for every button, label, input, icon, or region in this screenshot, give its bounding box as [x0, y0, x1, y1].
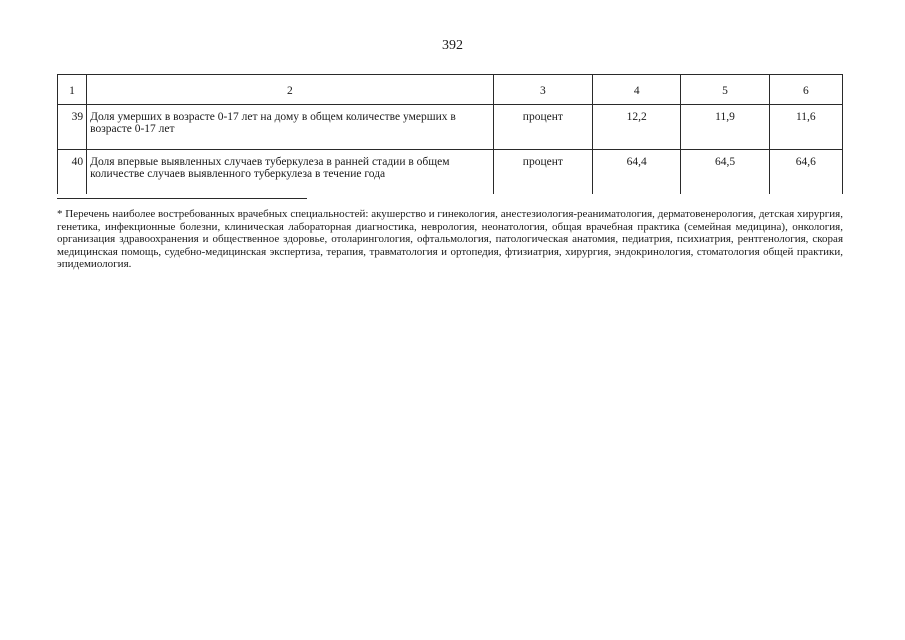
- table-header-row: [58, 75, 843, 105]
- indicators-table: [57, 74, 843, 194]
- table-row: [58, 105, 843, 150]
- value-cell-5: 64,5: [681, 150, 769, 195]
- value-cell-4: 64,4: [593, 150, 681, 195]
- value-cell-5: 11,9: [681, 105, 769, 150]
- header-cell-6: 6: [769, 75, 842, 105]
- header-cell-1: 1: [58, 75, 87, 105]
- value-cell-6: 64,6: [769, 150, 842, 195]
- value-cell-6: 11,6: [769, 105, 842, 150]
- header-cell-2: 2: [87, 75, 494, 105]
- footnote-divider: [57, 198, 307, 199]
- header-cell-4: 4: [593, 75, 681, 105]
- indicator-name: Доля умерших в возрасте 0-17 лет на дому в общем количестве умерших в возрасте 0-17 лет: [87, 105, 494, 150]
- unit-cell: процент: [493, 105, 592, 150]
- indicator-name: Доля впервые выявленных случаев туберкулеза в ранней стадии в общем количестве случаев выявленного туберкулеза в течение года: [87, 150, 494, 195]
- table-row: [58, 150, 843, 195]
- page-number: 392: [442, 38, 463, 53]
- header-cell-3: 3: [493, 75, 592, 105]
- header-cell-5: 5: [681, 75, 769, 105]
- value-cell-4: 12,2: [593, 105, 681, 150]
- unit-cell: процент: [493, 150, 592, 195]
- footnote-text: * Перечень наиболее востребованных врачебных специальностей: акушерство и гинекология, анестезиология-реаниматология, дерматовенерология, детская хирургия, генетика, инфекционные болезни, клиническая лабораторная диагностика, неврология, неонатология, общая врачебная практика (семейная медицина), онкология, организация здравоохранения и общественное здоровье, отоларингология, офтальмология, патологическая анатомия, педиатрия, психиатрия, рентгенология, скорая медицинская помощь, судебно-медицинская экспертиза, терапия, травматология и ортопедия, фтизиатрия, хирургия, эндокринология, стоматология общей практики, эпидемиология.: [57, 208, 843, 271]
- row-number: 39: [58, 105, 87, 150]
- row-number: 40: [58, 150, 87, 195]
